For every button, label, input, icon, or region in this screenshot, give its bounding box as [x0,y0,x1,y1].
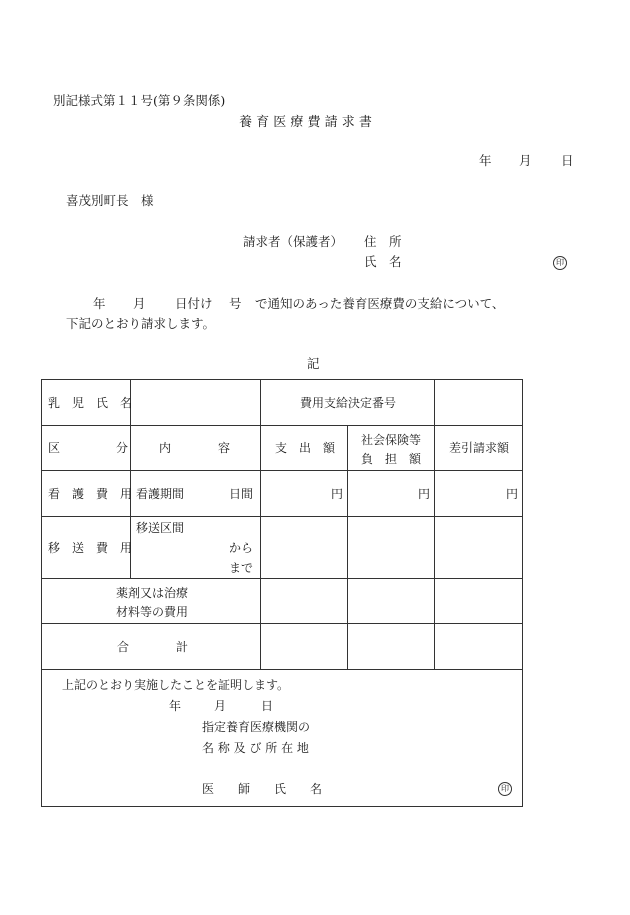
body-rest: で通知のあった養育医療費の支給について、 [255,296,505,311]
certification-cell [42,670,523,807]
medicine-label-2: 材料等の費用 [116,605,189,619]
infant-name-label-cell [42,380,131,426]
ki-heading: 記 [307,356,320,371]
decision-number-label-cell [261,380,435,426]
content-header [131,426,261,471]
total-label-cell [42,624,261,670]
infant-name-field[interactable] [131,380,261,426]
day-label: 日 [561,153,574,168]
transport-section-cell[interactable] [131,517,261,579]
form-number: 別記様式第１１号(第９条関係) [53,93,226,108]
table-row [42,670,523,807]
transport-fee-label-cell [42,517,131,579]
body-month: 月 [133,296,146,311]
insurance-label-1: 社会保険等 [361,433,422,447]
transport-insurance-field[interactable] [348,517,435,579]
doctor-label: 医 師 氏 名 [202,782,323,796]
body-year: 年 [93,296,106,311]
from-label: から [229,541,254,555]
difference-header [435,426,523,471]
name-label: 氏 名 [364,254,402,269]
insurance-header [348,426,435,471]
category-left: 区 [48,441,61,455]
year-label: 年 [479,153,492,168]
nursing-fee-label: 看 護 費 用 [48,487,133,501]
to-label: まで [229,561,254,575]
institution-label-1: 指定養育医療機関の [202,720,311,734]
yen-label: 円 [506,487,519,501]
total-left: 合 [117,640,130,654]
nursing-period-label: 看護期間 [136,487,185,501]
table-row [42,579,523,624]
table-row [42,380,523,426]
address-label: 住 所 [364,234,402,249]
nursing-period-cell[interactable] [131,471,261,517]
body-line2: 下記のとおり請求します。 [66,316,216,331]
expense-header [261,426,348,471]
nursing-fee-label-cell [42,471,131,517]
total-insurance-field[interactable] [348,624,435,670]
medicine-label-1: 薬剤又は治療 [116,586,189,600]
medicine-difference-field[interactable] [435,579,523,624]
total-right: 計 [176,640,189,654]
table-row [42,517,523,579]
document-title: 養 育 医 療 費 請 求 書 [239,115,372,130]
medicine-insurance-field[interactable] [348,579,435,624]
yen-label: 円 [418,487,431,501]
content-left: 内 [159,441,172,455]
category-header [42,426,131,471]
transport-expense-field[interactable] [261,517,348,579]
expense-label: 支 出 額 [275,441,336,455]
medicine-label-cell [42,579,261,624]
claim-table [41,379,523,807]
transport-difference-field[interactable] [435,517,523,579]
body-date-ref: 日付け [175,296,213,311]
seal-icon: 印 [553,256,567,270]
medicine-expense-field[interactable] [261,579,348,624]
certification-text: 上記のとおり実施したことを証明します。 [62,678,290,692]
cert-day-label: 日 [261,699,274,713]
table-row [42,426,523,471]
claimant-label: 請求者（保護者） [243,234,344,249]
addressee: 喜茂別町長 様 [66,193,154,208]
table-row [42,471,523,517]
cert-year-label: 年 [169,699,182,713]
insurance-label-2: 負 担 額 [361,452,422,466]
total-expense-field[interactable] [261,624,348,670]
days-label: 日間 [229,487,254,501]
nursing-expense-field[interactable] [261,471,348,517]
content-right: 容 [218,441,231,455]
transport-section-label: 移送区間 [136,521,185,535]
body-number: 号 [229,296,242,311]
decision-number-field[interactable] [435,380,523,426]
nursing-difference-field[interactable] [435,471,523,517]
difference-label: 差引請求額 [449,441,510,455]
transport-fee-label: 移 送 費 用 [48,541,133,555]
month-label: 月 [519,153,532,168]
category-right: 分 [116,441,129,455]
seal-icon: 印 [498,782,512,796]
infant-name-label: 乳 児 氏 名 [48,396,133,410]
institution-label-2: 名 称 及 び 所 在 地 [202,741,309,755]
decision-number-label: 費用支給決定番号 [300,396,397,410]
table-row [42,624,523,670]
cert-month-label: 月 [214,699,227,713]
nursing-insurance-field[interactable] [348,471,435,517]
total-difference-field[interactable] [435,624,523,670]
yen-label: 円 [331,487,344,501]
